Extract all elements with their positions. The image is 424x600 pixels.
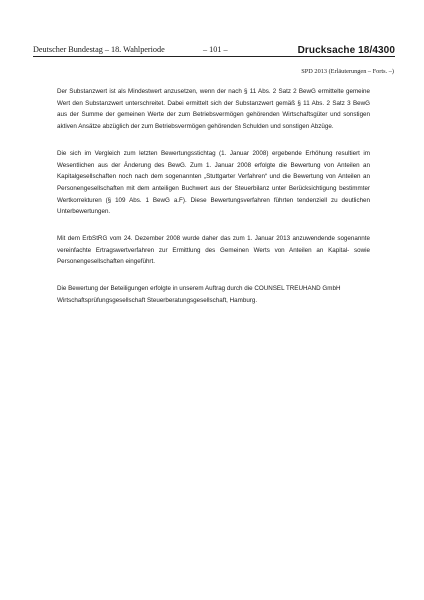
document-number: Drucksache 18/4300 (297, 44, 395, 56)
section-label: SPD 2013 (Erläuterungen – Forts. –) (301, 68, 394, 75)
page-number: – 101 – (203, 45, 228, 54)
header-divider (33, 56, 395, 57)
paragraph-substanzwert: Der Substanzwert ist als Mindestwert anzusetzen, wenn der nach § 11 Abs. 2 Satz 2 BewG ermittelte gemeine Wert den Substanzwert unterschreitet. Dabei ermittelt sich der Substanzwert gemäß § 11 Abs. 2 Satz 3 BewG aus der Summe der gemeinen Werte der zum Betriebsvermögen gehörenden Wirtschaftsgüter und sonstigen aktiven Ansätze abzüglich der zum Betriebsvermögen gehörenden Schulden und sonstigen Abzüge. (57, 88, 370, 131)
paragraph-erbstrg: Mit dem ErbStRG vom 24. Dezember 2008 wurde daher das zum 1. Januar 2013 anzuwendende sogenannte vereinfachte Ertragswertverfahren zur Ermittlung des Gemeinen Werts von Anteilen an Kapital- sowie Personengesellschaften eingeführt. (57, 235, 370, 266)
paragraph-bewertungsstichtag: Die sich im Vergleich zum letzten Bewertungsstichtag (1. Januar 2008) ergebende Erhöhung resultiert im Wesentlichen aus der Änderung des BewG. Zum 1. Januar 2008 erfolgte die Bewertung von Anteilen an Kapitalgesellschaften noch nach dem sogenannten „Stuttgarter Verfahren“ und die Bewertung von Anteilen an Personengesellschaften mit dem anteiligen Buchwert aus der Steuerbilanz unter Berücksichtigung bestimmter Wertkorrekturen (§ 109 Abs. 1 BewG a.F). Diese Bewertungsverfahren führten tendenziell zu deutlichen Unterbewertungen. (57, 149, 370, 216)
body-text (57, 86, 370, 322)
header-publication: Deutscher Bundestag – 18. Wahlperiode (33, 45, 165, 54)
page-header (33, 41, 395, 57)
paragraph-beteiligungen: Die Bewertung der Beteiligungen erfolgte in unserem Auftrag durch die COUNSEL TREUHAND GmbH Wirtschaftsprüfungsgesellschaft Steuerberatungsgesellschaft, Hamburg. (57, 285, 341, 304)
